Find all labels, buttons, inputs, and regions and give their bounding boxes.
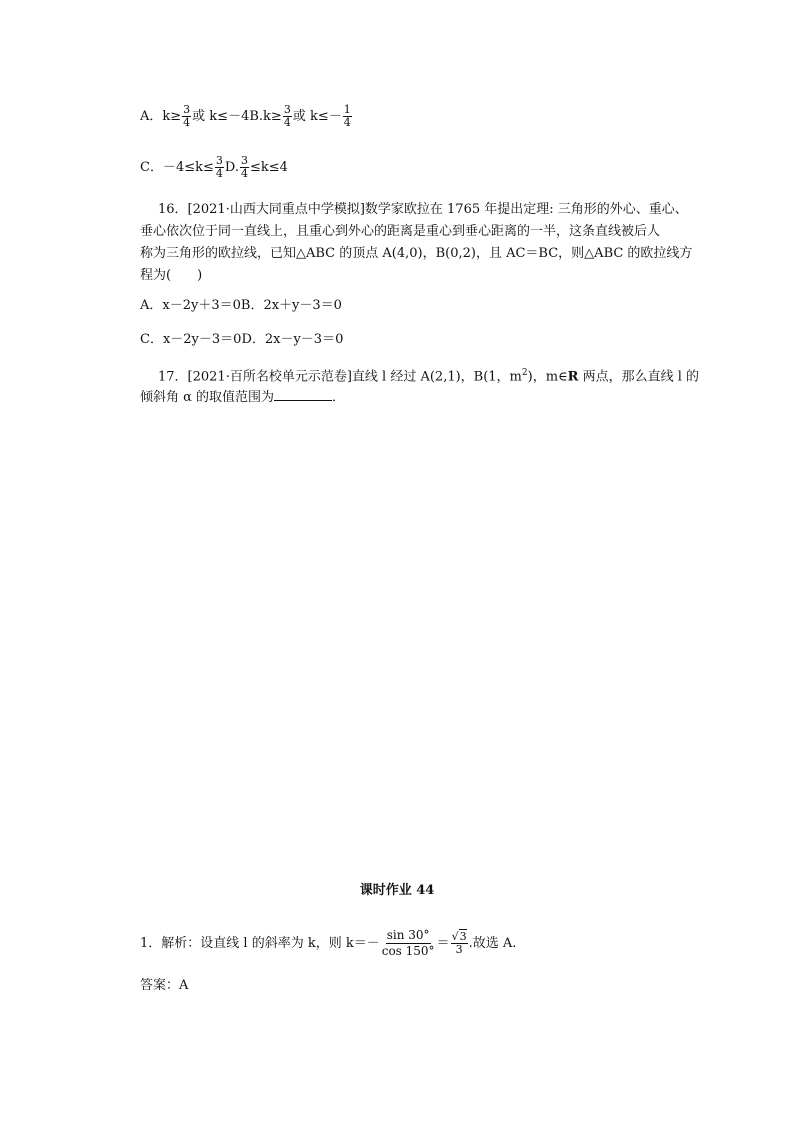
q16-options-ab [140,296,342,316]
q15-option-d-label: D. [224,160,239,175]
q16-options-cd [140,330,343,350]
q16-option-d: D．2x－y－3＝0 [241,332,344,347]
q16-line-1: 16．[2021·山西大同重点中学模拟]数学家欧拉在 1765 年提出定理: 三角形的外心、重心、 [158,202,688,217]
q15-option-a-text: k≥ [162,109,182,124]
q17-line-1: 17．[2021·百所名校单元示范卷]直线 l 经过 A(2,1)，B(1，$m^2$)，m∈R 两点，那么直线 l 的 [158,368,700,385]
q15-options-cd: C．－4≤k≤ $\frac{3}{4}$ D. $\frac{3}{4}$ ≤k≤4 [140,154,288,180]
fraction: $\frac{\sin 30^\circ}{\cos 150^\circ}$ [381,928,435,958]
q15-options-ab: A．k≥ $\frac{3}{4}$ 或 k≤－4B.k≥ $\frac{3}{4}$ 或 k≤－ $\frac{1}{4}$ [140,103,351,129]
q16-line-2: 垂心依次位于同一直线上，且重心到外心的距离是重心到垂心距离的一半，这条直线被后人 [140,224,661,239]
q15-option-a-label: A． [140,109,163,124]
sqrt: √3 [451,930,467,943]
fraction: $\frac{3}{4}$ [215,154,223,180]
answer-1-result: 答案：A [140,978,189,993]
q16-option-b: B．2x＋y－3＝0 [240,298,342,313]
q16-line-3: 称为三角形的欧拉线，已知△ABC 的顶点 A(4,0)，B(0,2)，且 AC＝BC，则△ABC 的欧拉线方 [140,246,693,261]
fraction: $\frac{3}{4}$ [283,103,291,129]
q16-option-c: C．x－2y－3＝0 [140,332,242,347]
q16-line-4: 程为( ) [140,268,203,283]
section-title: 课时作业 44 [359,883,435,898]
answer-1-line: 1．解析：设直线 l 的斜率为 k，则 k＝－ $\frac{\sin 30^\circ}{\cos 150^\circ}$ ＝ $\frac{√3}{3}$ .故选 A. [140,928,517,958]
fraction: $\frac{1}{4}$ [343,103,351,129]
fraction: $\frac{3}{4}$ [240,154,248,180]
q16-option-a: A．x－2y＋3＝0 [140,298,241,313]
q15-option-b-label: B. [249,109,264,124]
fraction: $\frac{3}{4}$ [183,103,191,129]
answer-blank [274,386,332,401]
fraction: $\frac{√3}{3}$ [451,930,467,956]
q15-option-c-label: C． [140,160,163,175]
q17-line-2: 倾斜角 α 的取值范围为 ． [140,386,345,408]
